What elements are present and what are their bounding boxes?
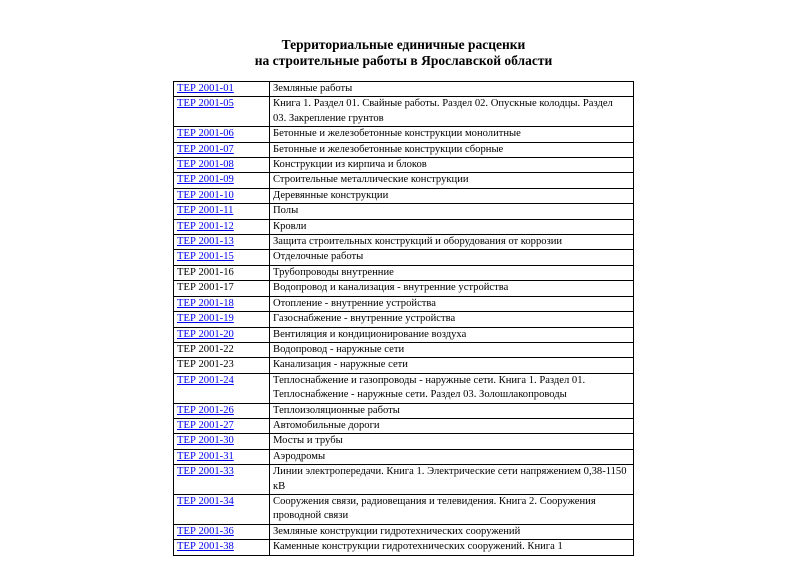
- table-row: [174, 142, 634, 157]
- table-row: [174, 373, 634, 403]
- code-link[interactable]: ТЕР 2001-05: [177, 98, 234, 110]
- table-row: [174, 296, 634, 311]
- code-cell: [174, 235, 270, 250]
- description-cell: Канализация - наружные сети: [270, 358, 634, 373]
- code-cell: [174, 373, 270, 403]
- code-text: ТЕР 2001-23: [177, 359, 234, 371]
- code-link[interactable]: ТЕР 2001-01: [177, 83, 234, 94]
- code-link[interactable]: ТЕР 2001-33: [177, 466, 234, 478]
- code-cell: [174, 158, 270, 173]
- description-cell: Газоснабжение - внутренние устройства: [270, 312, 634, 327]
- code-cell: [174, 418, 270, 433]
- table-row: [174, 97, 634, 127]
- page-title-line-2: на строительные работы в Ярославской области: [254, 53, 553, 68]
- description-cell: Линии электропередачи. Книга 1. Электрические сети напряжением 0,38-1150 кВ: [270, 465, 634, 495]
- code-cell: [174, 327, 270, 342]
- description-cell: Конструкции из кирпича и блоков: [270, 158, 634, 173]
- description-cell: Полы: [270, 204, 634, 219]
- description-cell: Защита строительных конструкций и оборудования от коррозии: [270, 235, 634, 250]
- description-cell: Вентиляция и кондиционирование воздуха: [270, 327, 634, 342]
- code-link[interactable]: ТЕР 2001-20: [177, 328, 234, 340]
- code-cell: [174, 173, 270, 188]
- code-cell: [174, 312, 270, 327]
- description-cell: Земляные конструкции гидротехнических сооружений: [270, 524, 634, 539]
- code-link[interactable]: ТЕР 2001-15: [177, 251, 234, 263]
- description-cell: Отопление - внутренние устройства: [270, 296, 634, 311]
- description-cell: Книга 1. Раздел 01. Свайные работы. Раздел 02. Опускные колодцы. Раздел 03. Закрепление грунтов: [270, 97, 634, 127]
- code-link[interactable]: ТЕР 2001-38: [177, 541, 234, 553]
- description-cell: Сооружения связи, радиовещания и телевидения. Книга 2. Сооружения проводной связи: [270, 494, 634, 524]
- code-cell: [174, 188, 270, 203]
- code-cell: [174, 403, 270, 418]
- code-link[interactable]: ТЕР 2001-30: [177, 435, 234, 447]
- code-cell: [174, 465, 270, 495]
- code-link[interactable]: ТЕР 2001-13: [177, 236, 234, 248]
- code-text: ТЕР 2001-22: [177, 343, 234, 355]
- code-link[interactable]: ТЕР 2001-27: [177, 419, 234, 431]
- table-row: [174, 219, 634, 234]
- description-cell: Земляные работы: [270, 82, 634, 97]
- description-cell: Бетонные и железобетонные конструкции монолитные: [270, 127, 634, 142]
- code-link[interactable]: ТЕР 2001-10: [177, 189, 234, 201]
- description-cell: Мосты и трубы: [270, 434, 634, 449]
- code-link[interactable]: ТЕР 2001-07: [177, 143, 234, 155]
- code-cell: [174, 524, 270, 539]
- code-cell: [174, 204, 270, 219]
- description-cell: Кровли: [270, 219, 634, 234]
- code-cell: [174, 219, 270, 234]
- code-cell: [174, 142, 270, 157]
- code-cell: [174, 265, 270, 280]
- table-row: [174, 494, 634, 524]
- code-link[interactable]: ТЕР 2001-09: [177, 174, 234, 186]
- code-cell: [174, 250, 270, 265]
- table-row: [174, 403, 634, 418]
- table-row: [174, 158, 634, 173]
- code-link[interactable]: ТЕР 2001-11: [177, 205, 234, 217]
- code-cell: [174, 540, 270, 555]
- code-link[interactable]: ТЕР 2001-24: [177, 374, 234, 386]
- code-cell: [174, 494, 270, 524]
- rates-table-body: [174, 82, 634, 556]
- page-title: [0, 37, 807, 69]
- code-text: ТЕР 2001-17: [177, 282, 234, 294]
- code-link[interactable]: ТЕР 2001-18: [177, 297, 234, 309]
- table-row: [174, 204, 634, 219]
- page-title-line-1: Территориальные единичные расценки: [281, 37, 526, 52]
- code-link[interactable]: ТЕР 2001-12: [177, 220, 234, 232]
- description-cell: Каменные конструкции гидротехнических сооружений. Книга 1: [270, 540, 634, 555]
- description-cell: Водопровод и канализация - внутренние устройства: [270, 281, 634, 296]
- code-link[interactable]: ТЕР 2001-19: [177, 313, 234, 325]
- description-cell: Теплоснабжение и газопроводы - наружные сети. Книга 1. Раздел 01. Теплоснабжение - наружные сети. Раздел 03. Золошлакопроводы: [270, 373, 634, 403]
- description-cell: Отделочные работы: [270, 250, 634, 265]
- table-row: [174, 235, 634, 250]
- description-cell: Бетонные и железобетонные конструкции сборные: [270, 142, 634, 157]
- code-cell: [174, 358, 270, 373]
- table-row: [174, 358, 634, 373]
- code-cell: [174, 296, 270, 311]
- table-row: [174, 327, 634, 342]
- code-cell: [174, 434, 270, 449]
- code-cell: [174, 97, 270, 127]
- code-cell: [174, 127, 270, 142]
- table-row: [174, 188, 634, 203]
- table-row: [174, 540, 634, 555]
- table-row: [174, 418, 634, 433]
- code-cell: [174, 281, 270, 296]
- table-row: [174, 250, 634, 265]
- table-row: [174, 82, 634, 97]
- code-link[interactable]: ТЕР 2001-36: [177, 525, 234, 537]
- code-link[interactable]: ТЕР 2001-26: [177, 404, 234, 416]
- code-text: ТЕР 2001-16: [177, 266, 234, 278]
- code-link[interactable]: ТЕР 2001-34: [177, 495, 234, 507]
- description-cell: Деревянные конструкции: [270, 188, 634, 203]
- rates-table: [173, 81, 634, 556]
- code-cell: [174, 449, 270, 464]
- code-link[interactable]: ТЕР 2001-06: [177, 128, 234, 140]
- code-link[interactable]: ТЕР 2001-08: [177, 159, 234, 171]
- description-cell: Трубопроводы внутренние: [270, 265, 634, 280]
- table-row: [174, 524, 634, 539]
- code-cell: [174, 82, 270, 97]
- table-row: [174, 281, 634, 296]
- table-row: [174, 434, 634, 449]
- table-row: [174, 342, 634, 357]
- table-row: [174, 127, 634, 142]
- table-row: [174, 449, 634, 464]
- description-cell: Строительные металлические конструкции: [270, 173, 634, 188]
- code-cell: [174, 342, 270, 357]
- table-row: [174, 312, 634, 327]
- description-cell: Аэродромы: [270, 449, 634, 464]
- table-row: [174, 265, 634, 280]
- table-row: [174, 173, 634, 188]
- description-cell: Автомобильные дороги: [270, 418, 634, 433]
- table-row: [174, 465, 634, 495]
- description-cell: Водопровод - наружные сети: [270, 342, 634, 357]
- code-link[interactable]: ТЕР 2001-31: [177, 450, 234, 462]
- description-cell: Теплоизоляционные работы: [270, 403, 634, 418]
